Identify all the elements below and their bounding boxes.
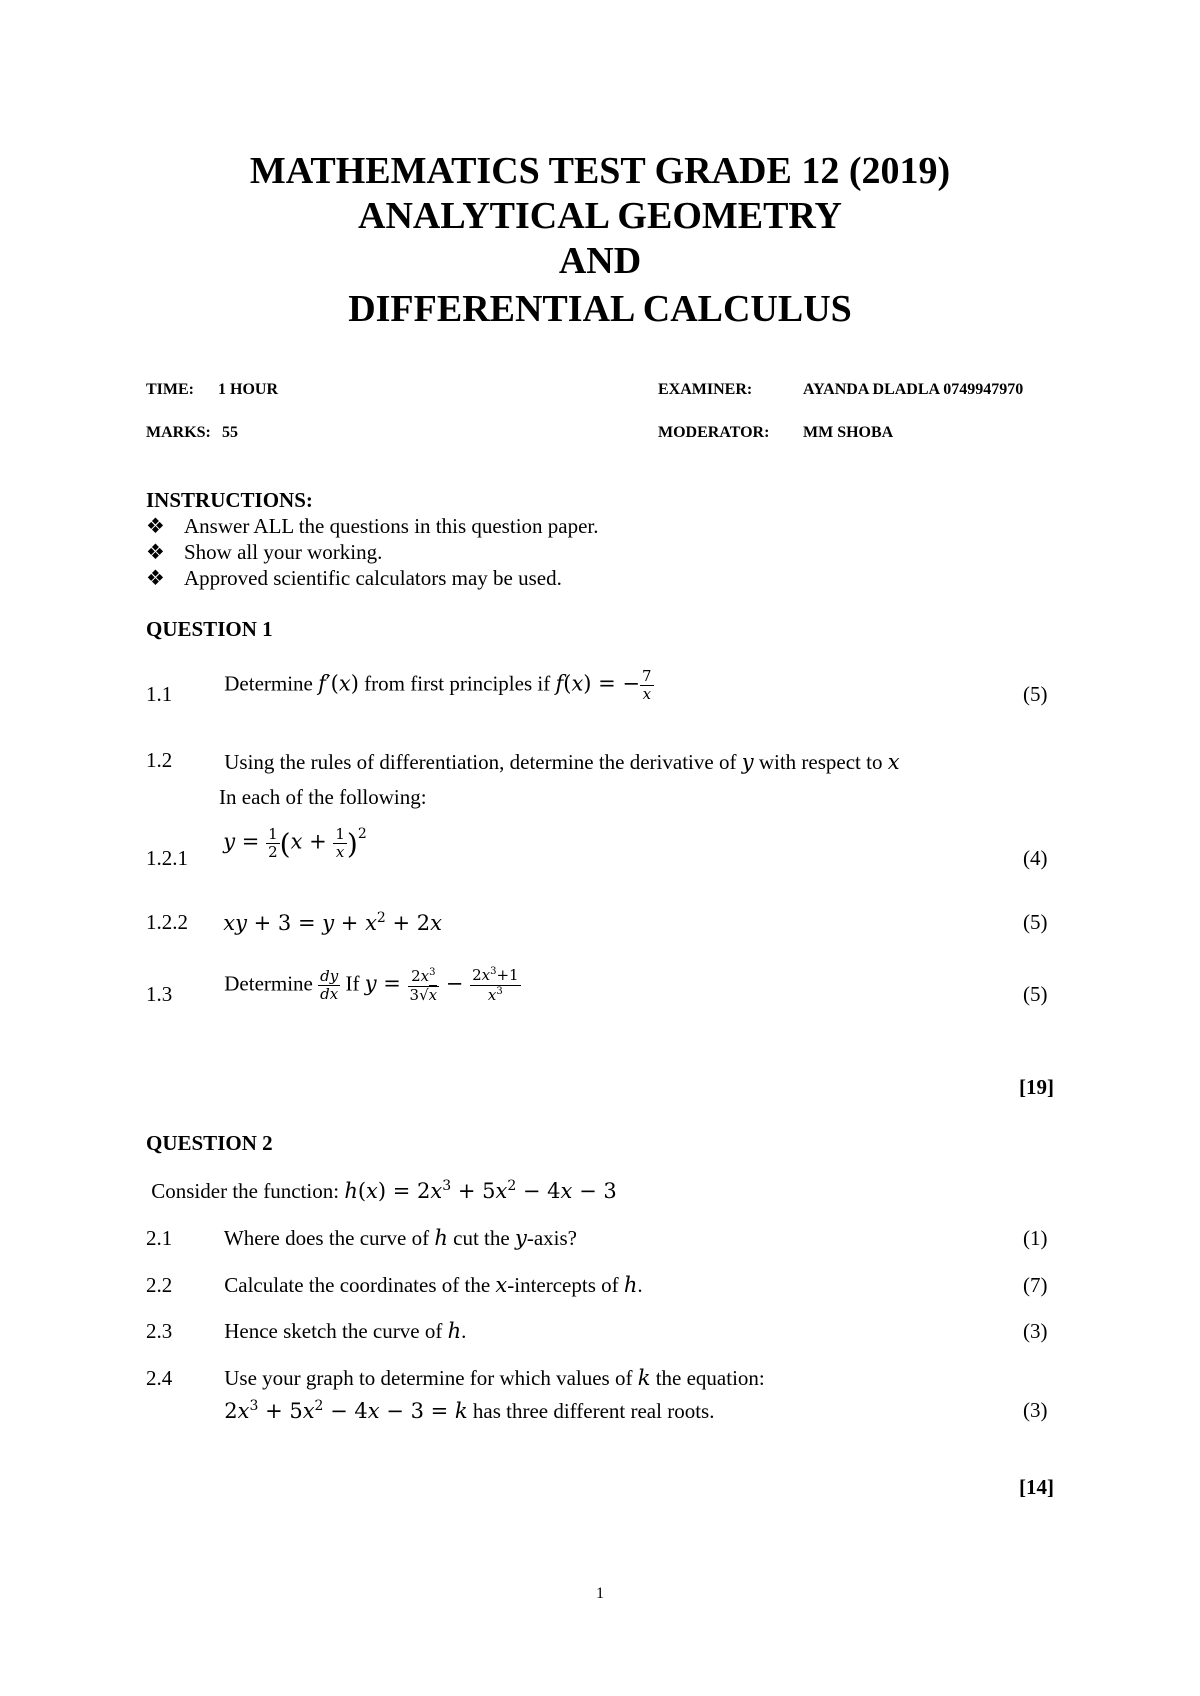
page-number: 1	[596, 1585, 604, 1602]
q1-3-marks: (5)	[1023, 982, 1048, 1006]
q1-2-1-number: 1.2.1	[146, 846, 188, 870]
q2-4-text: Use your graph to determine for which values of k the equation:	[224, 1366, 765, 1390]
q1-1-number: 1.1	[146, 682, 173, 706]
q1-2-2-number: 1.2.2	[146, 910, 188, 934]
q1-3-number: 1.3	[146, 982, 173, 1006]
moderator-value: MM SHOBA	[803, 424, 894, 441]
examiner-label: EXAMINER:	[658, 381, 753, 398]
q1-3-text: Determine $\frac{dy}{dx}$ If y = $\frac{2x^3}{3√x}$ − $\frac{2x^3+1}{x^3}$	[224, 966, 519, 1005]
bullet-icon: ❖	[146, 540, 165, 564]
title-line-3: AND	[558, 240, 642, 282]
time-label: TIME:	[146, 381, 194, 398]
q1-2-text: Using the rules of differentiation, determine the derivative of y with respect to x In each of the following:	[219, 750, 900, 809]
title-line-1: MATHEMATICS TEST GRADE 12 (2019)	[249, 150, 951, 192]
instructions-heading: INSTRUCTIONS:	[146, 488, 313, 512]
q2-1-marks: (1)	[1023, 1226, 1048, 1250]
q2-1-number: 2.1	[146, 1226, 173, 1250]
q2-1-text: Where does the curve of h cut the y-axis?	[223, 1226, 577, 1250]
bullet-icon: ❖	[146, 514, 165, 538]
marks-value: 55	[222, 424, 238, 441]
instruction-item-3: ❖ Approved scientific calculators may be used.	[146, 566, 562, 590]
question-2-heading: QUESTION 2	[146, 1131, 273, 1155]
question-1-total: [19]	[1019, 1075, 1054, 1099]
q2-2-marks: (7)	[1023, 1273, 1048, 1297]
q1-2-1-text: y = $\frac{1}{2}$ (x + $\frac{1}{x}$ )$^2$	[223, 825, 367, 862]
q1-1-text: Determine f′(x) from first principles if f(x) = − $\frac{7}{x}$	[224, 667, 652, 704]
q2-3-text: Hence sketch the curve of h.	[224, 1319, 467, 1343]
question-1-heading: QUESTION 1	[146, 617, 273, 641]
q2-3-marks: (3)	[1023, 1319, 1048, 1343]
q1-2-number: 1.2	[146, 748, 173, 772]
time-value: 1 HOUR	[218, 381, 278, 398]
q2-intro: Consider the function: $h(x) = 2x^3 + 5x^2 - 4x - 3$	[151, 1178, 617, 1203]
q1-1-marks: (5)	[1023, 682, 1048, 706]
title-line-4: DIFFERENTIAL CALCULUS	[348, 288, 852, 330]
q1-2-2-marks: (5)	[1023, 910, 1048, 934]
q2-2-text: Calculate the coordinates of the x-intercepts of h.	[224, 1273, 643, 1297]
marks-label: MARKS:	[146, 424, 211, 441]
moderator-label: MODERATOR:	[658, 424, 770, 441]
q1-2-2-text: xy + $3 = y + x^2 + 2x$	[223, 910, 442, 935]
title-line-2: ANALYTICAL GEOMETRY	[358, 195, 842, 237]
instruction-item-1: ❖ Answer ALL the questions in this question paper.	[146, 514, 599, 538]
q2-4-number: 2.4	[146, 1366, 173, 1390]
examiner-value: AYANDA DLADLA 0749947970	[803, 381, 1024, 398]
q2-3-number: 2.3	[146, 1319, 173, 1343]
q2-4-marks: (3)	[1023, 1398, 1048, 1422]
q2-2-number: 2.2	[146, 1273, 173, 1297]
bullet-icon: ❖	[146, 566, 165, 590]
question-2-total: [14]	[1019, 1475, 1054, 1499]
q2-4-equation: $2x^3 + 5x^2 - 4x - 3 = k$ has three different real roots.	[224, 1398, 715, 1423]
instruction-item-2: ❖ Show all your working.	[146, 540, 383, 564]
q1-2-1-marks: (4)	[1023, 846, 1048, 870]
